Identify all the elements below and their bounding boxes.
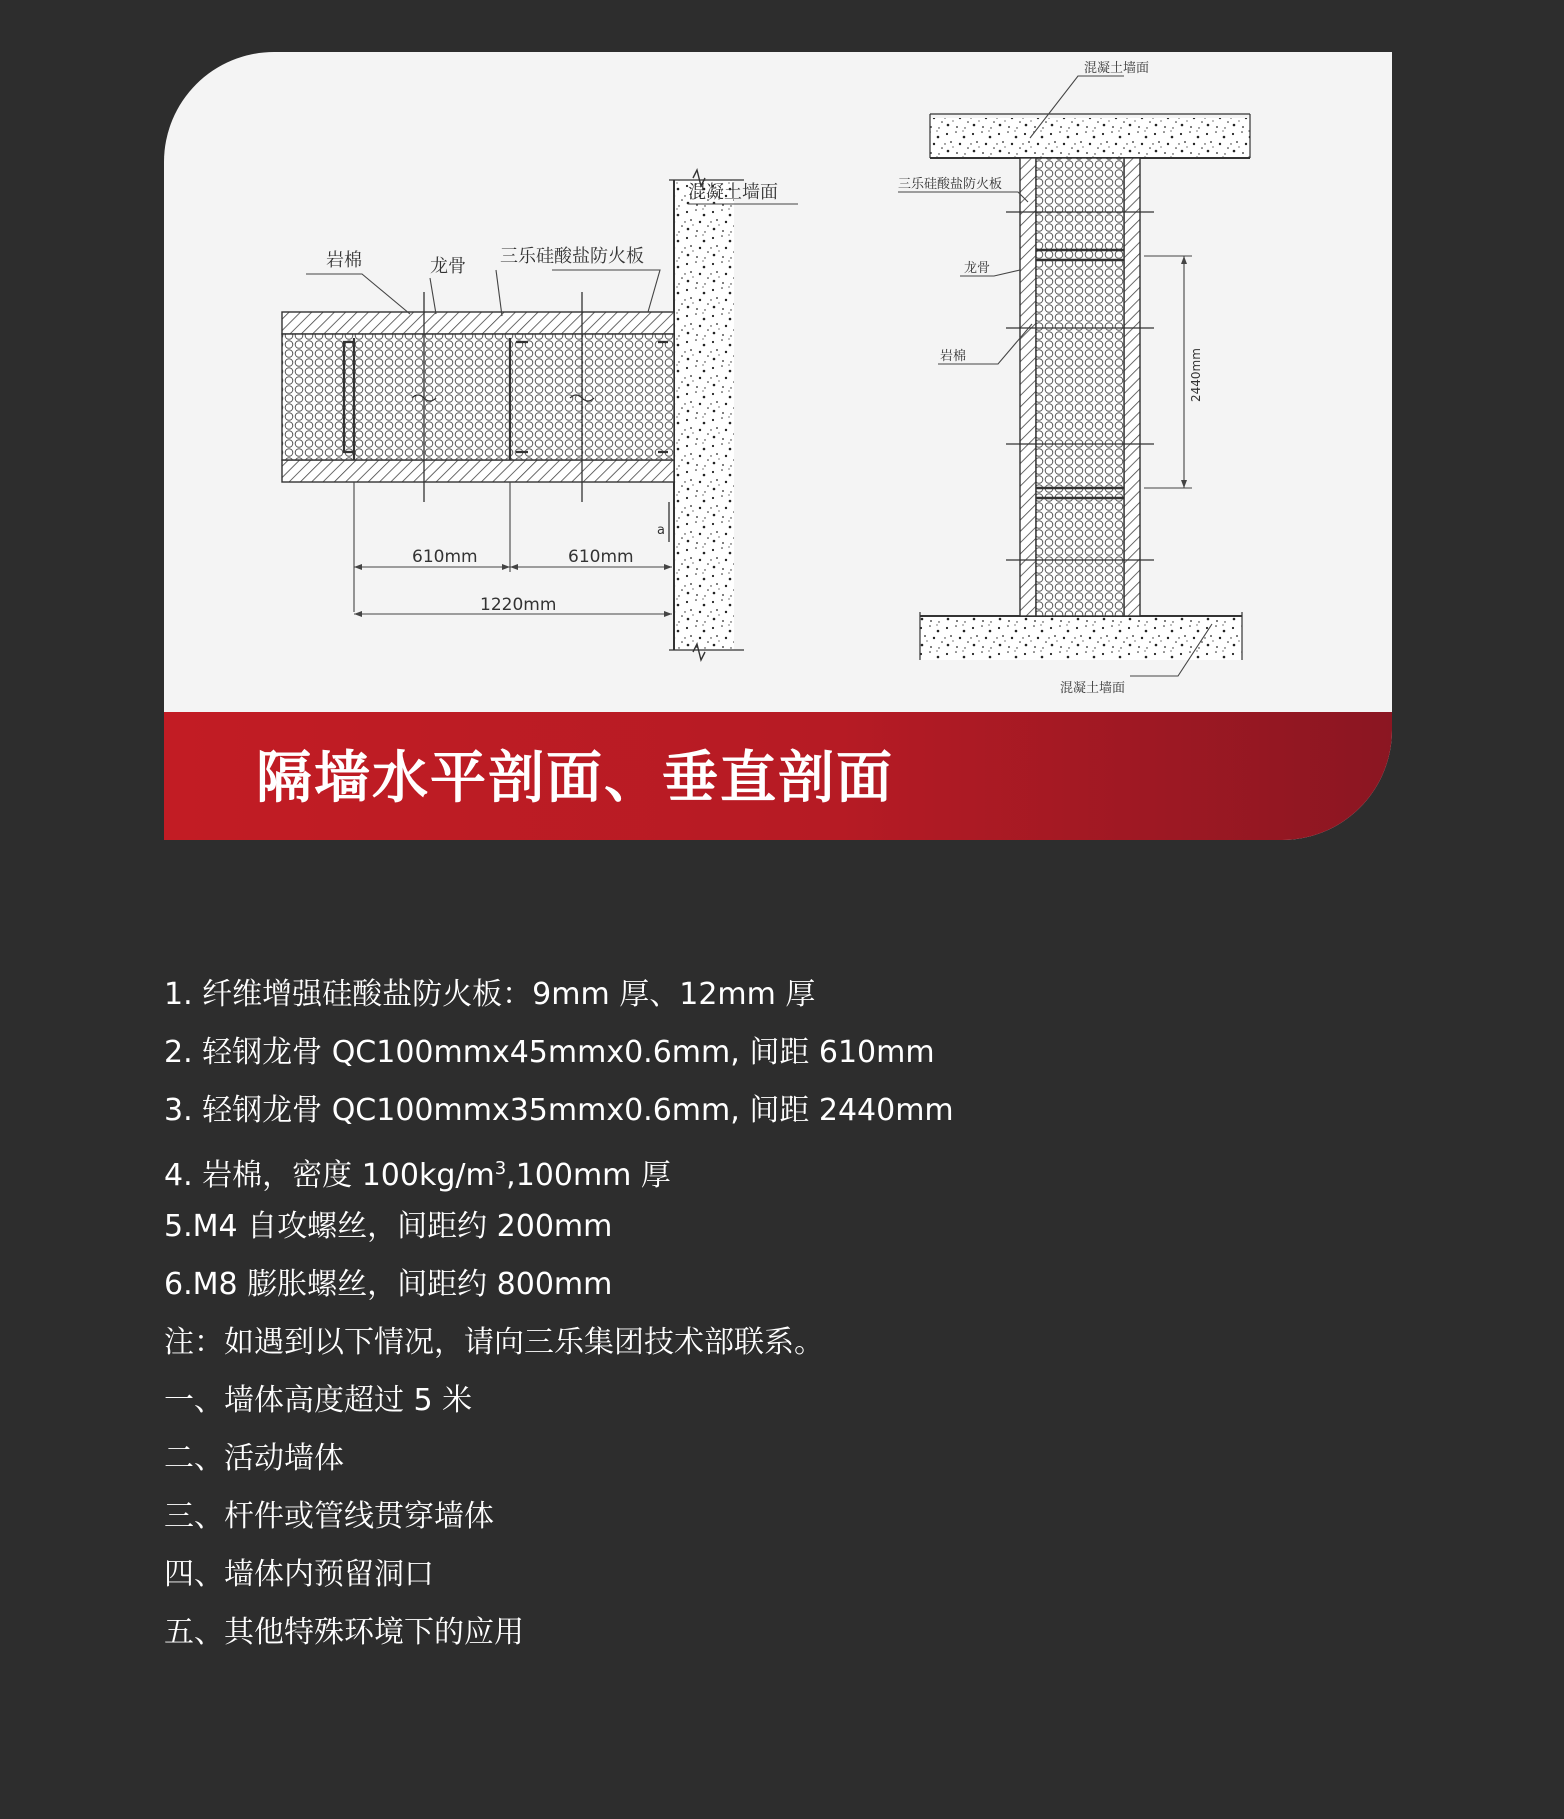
concrete-wall-horizontal [674, 180, 734, 650]
dim-total: 1220mm [480, 595, 557, 615]
note-text: 4. 岩棉，密度 100kg/m [164, 1158, 495, 1193]
dim-height: 2440mm [1189, 348, 1203, 402]
section-drawings-svg [164, 52, 1392, 712]
label-concrete-horizontal: 混凝土墙面 [688, 182, 778, 203]
dim-right: 610mm [568, 547, 634, 567]
note-text: ,100mm 厚 [506, 1158, 671, 1193]
concrete-slab-bottom [920, 616, 1242, 660]
fireboard-left [1020, 158, 1036, 616]
note-item [164, 1149, 1404, 1207]
drawing-card [164, 52, 1392, 840]
fireboard-bottom [282, 460, 674, 482]
label-rockwool-horizontal: 岩棉 [326, 250, 362, 271]
horizontal-section [282, 170, 798, 660]
vertical-section [898, 60, 1250, 696]
note-item: 1. 纤维增强硅酸盐防火板：9mm 厚、12mm 厚 [164, 977, 816, 1012]
concrete-slab-top [930, 118, 1250, 158]
label-rockwool-vertical: 岩棉 [940, 349, 967, 364]
note-item: 注：如遇到以下情况，请向三乐集团技术部联系。 [164, 1325, 824, 1360]
label-concrete-bottom: 混凝土墙面 [1060, 681, 1126, 696]
fireboard-top [282, 312, 674, 334]
mark-a: a [657, 523, 665, 538]
note-item: 2. 轻钢龙骨 QC100mmx45mmx0.6mm, 间距 610mm [164, 1035, 935, 1070]
label-board-horizontal: 三乐硅酸盐防火板 [500, 246, 644, 267]
note-item: 5.M4 自攻螺丝，间距约 200mm [164, 1209, 613, 1244]
spec-notes [164, 975, 1404, 1671]
label-board-vertical: 三乐硅酸盐防火板 [898, 177, 1003, 192]
note-item: 一、墙体高度超过 5 米 [164, 1383, 473, 1418]
note-item: 6.M8 膨胀螺丝，间距约 800mm [164, 1267, 613, 1302]
note-item: 五、其他特殊环境下的应用 [164, 1615, 524, 1650]
label-concrete-top: 混凝土墙面 [1084, 61, 1150, 76]
note-item: 二、活动墙体 [164, 1441, 344, 1476]
note-superscript: 3 [494, 1158, 507, 1179]
dim-left: 610mm [412, 547, 478, 567]
rockwool-core [282, 334, 674, 460]
title-banner [164, 712, 1392, 840]
note-item: 三、杆件或管线贯穿墙体 [164, 1499, 494, 1534]
label-keel-horizontal: 龙骨 [430, 256, 466, 277]
rockwool-vertical [1036, 158, 1124, 616]
note-item: 四、墙体内预留洞口 [164, 1557, 434, 1592]
label-keel-vertical: 龙骨 [964, 261, 991, 276]
fireboard-right [1124, 158, 1140, 616]
section-drawings [164, 52, 1392, 712]
note-item: 3. 轻钢龙骨 QC100mmx35mmx0.6mm, 间距 2440mm [164, 1093, 954, 1128]
banner-title: 隔墙水平剖面、垂直剖面 [256, 746, 894, 811]
